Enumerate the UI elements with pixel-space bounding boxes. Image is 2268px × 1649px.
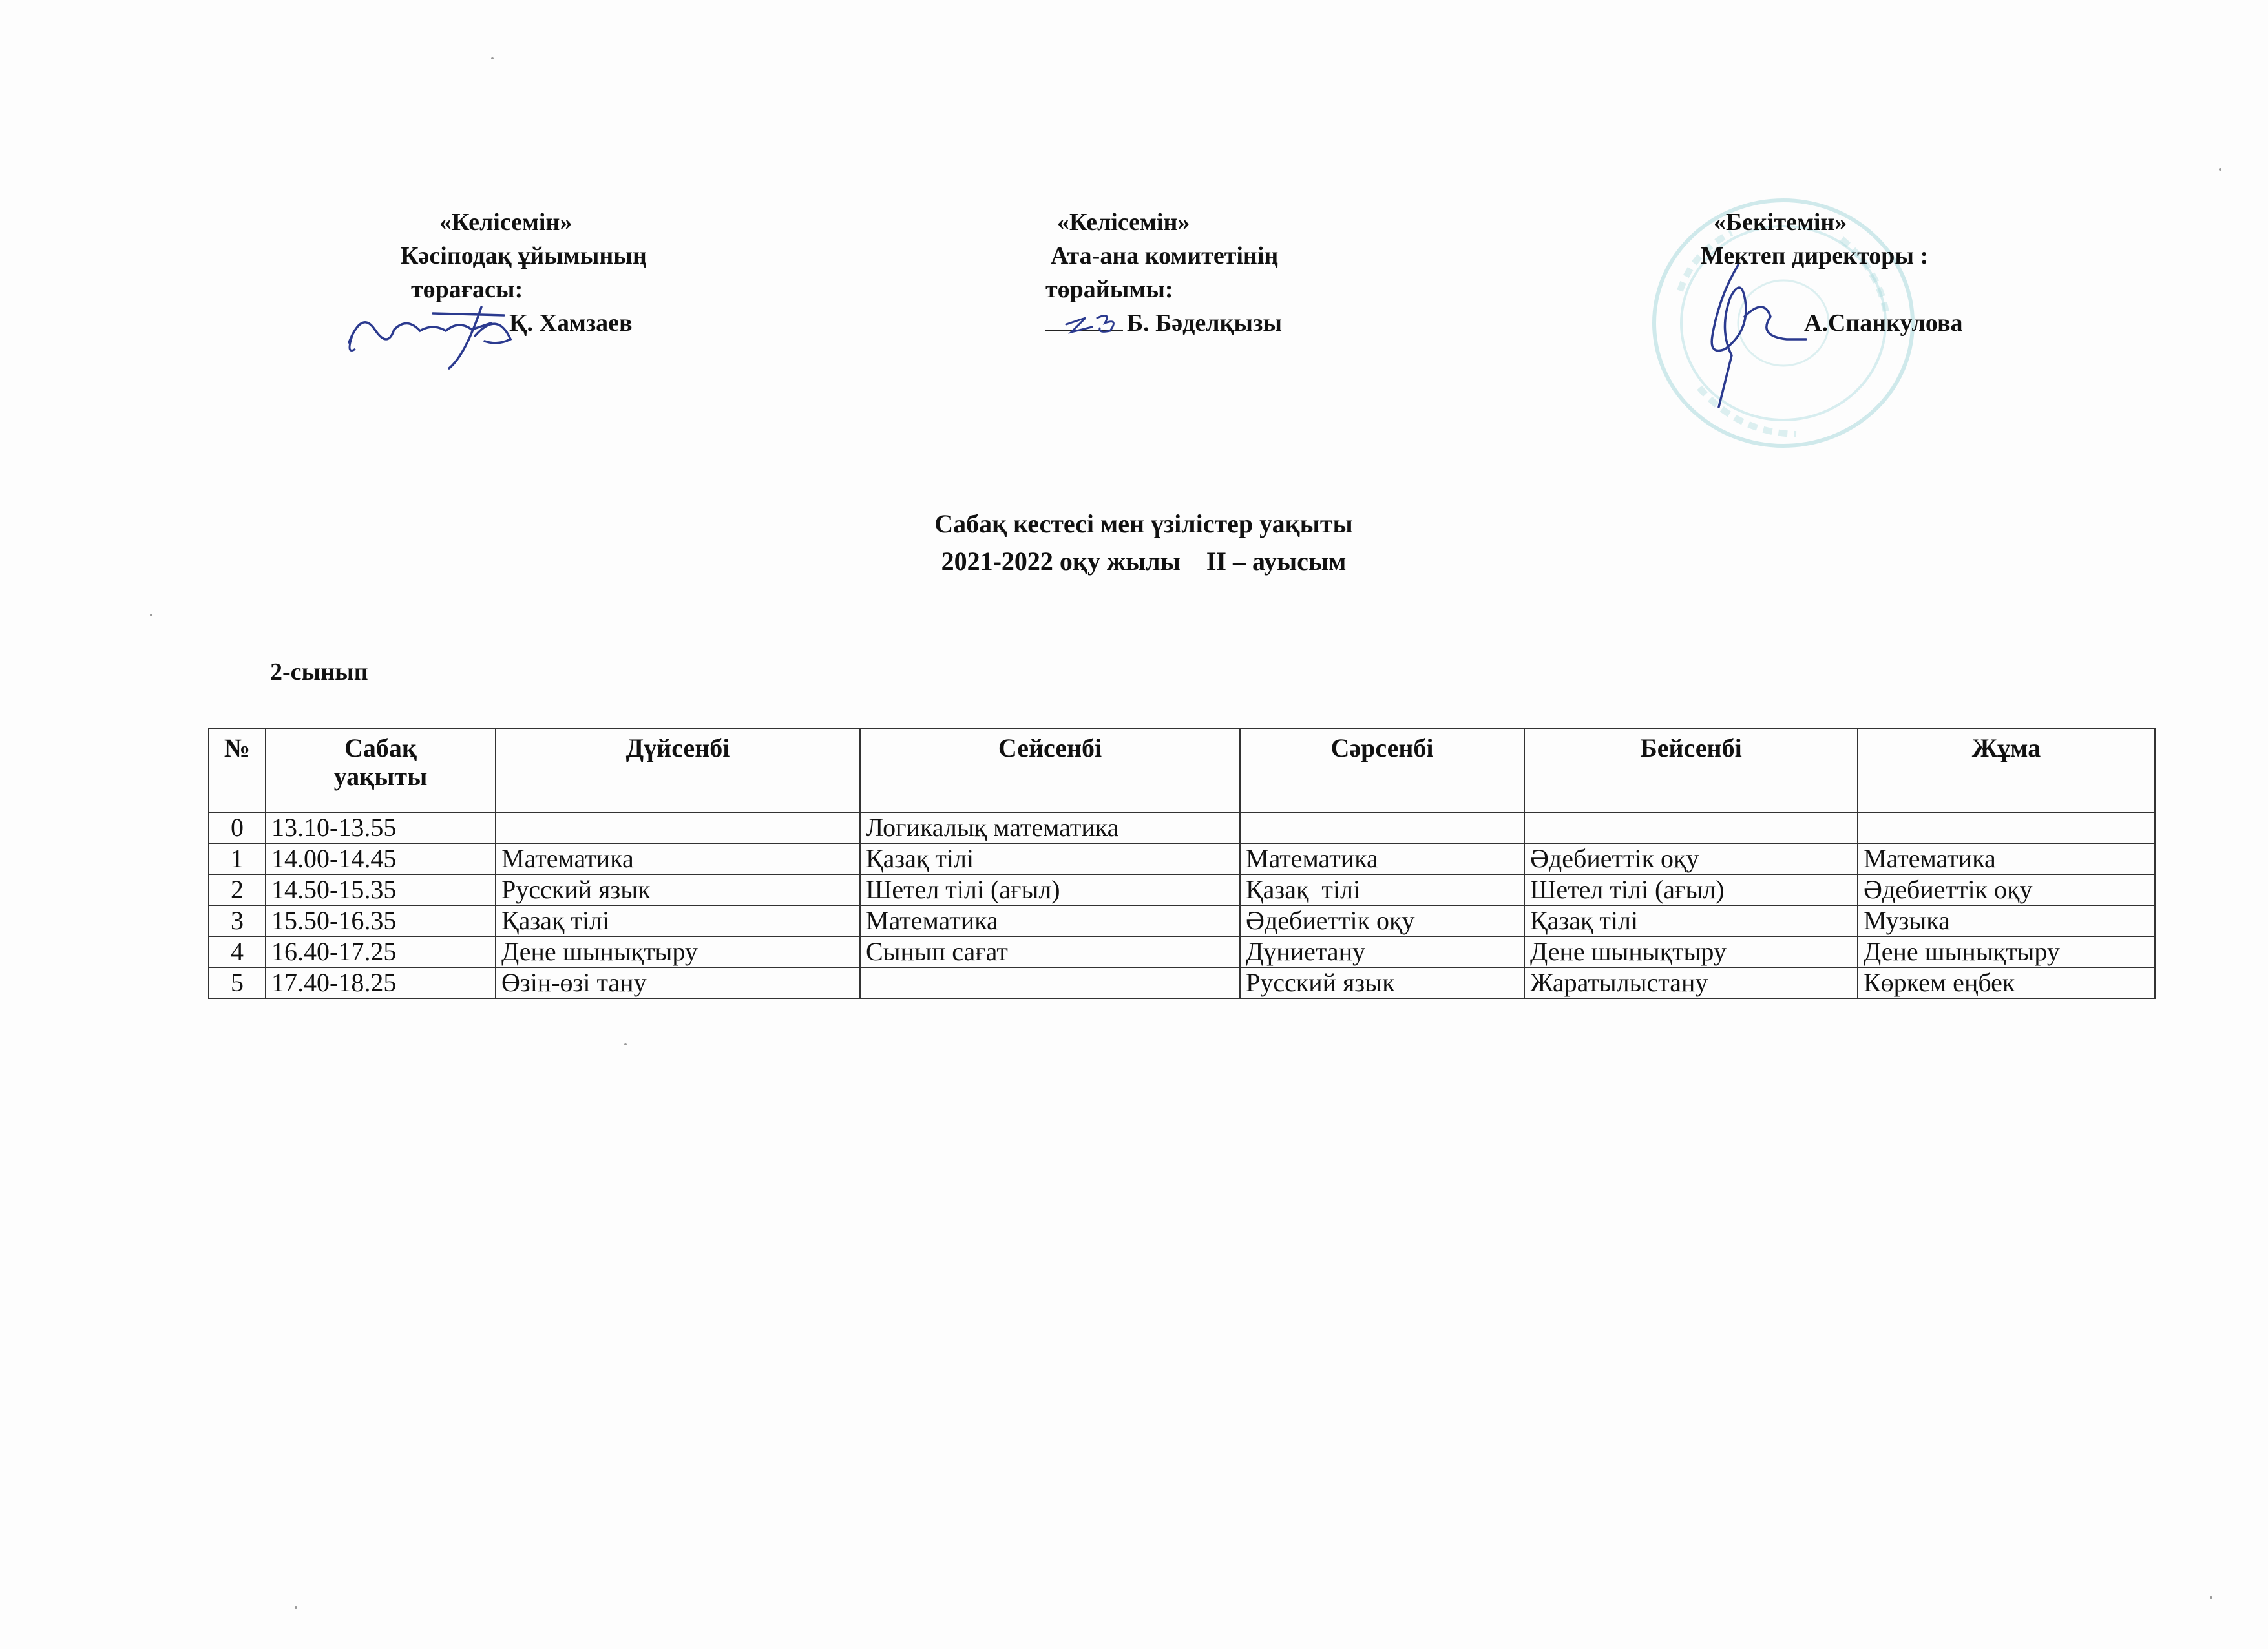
approval-role-title: төрағасы: <box>411 276 523 303</box>
approval-role: Кәсіподақ ұйымының <box>401 242 647 269</box>
signature-badelkyzy <box>1060 299 1144 337</box>
cell-number: 0 <box>209 812 266 843</box>
schedule-table <box>208 728 2156 999</box>
cell-tuesday: Математика <box>860 905 1240 936</box>
cell-time: 14.50-15.35 <box>266 874 496 905</box>
cell-wednesday: Әдебиеттік оқу <box>1240 905 1524 936</box>
table-row <box>209 967 2155 998</box>
scan-speck <box>491 57 494 59</box>
cell-number: 2 <box>209 874 266 905</box>
cell-number: 4 <box>209 936 266 967</box>
cell-thursday: Дене шынықтыру <box>1524 936 1858 967</box>
table-header-row <box>209 728 2155 812</box>
cell-number: 3 <box>209 905 266 936</box>
cell-thursday: Қазақ тілі <box>1524 905 1858 936</box>
title-line-1: Сабақ кестесі мен үзілістер уақыты <box>934 509 1353 538</box>
cell-thursday <box>1524 812 1858 843</box>
cell-monday: Математика <box>496 843 860 874</box>
cell-time: 17.40-18.25 <box>266 967 496 998</box>
header-monday: Дүйсенбі <box>496 728 860 812</box>
cell-friday: Дене шынықтыру <box>1858 936 2155 967</box>
signature-hamzaev <box>336 284 530 381</box>
approval-role-title: төрайымы: <box>1045 276 1173 303</box>
table-row <box>209 874 2155 905</box>
approval-label: «Келісемін» <box>1057 209 1190 236</box>
cell-thursday: Шетел тілі (ағыл) <box>1524 874 1858 905</box>
cell-time: 15.50-16.35 <box>266 905 496 936</box>
scan-speck <box>2219 168 2221 171</box>
cell-friday <box>1858 812 2155 843</box>
header-number: № <box>209 728 266 812</box>
header-thursday: Бейсенбі <box>1524 728 1858 812</box>
cell-monday: Русский язык <box>496 874 860 905</box>
table-row <box>209 905 2155 936</box>
scan-speck <box>150 614 152 616</box>
header-tuesday: Сейсенбі <box>860 728 1240 812</box>
cell-thursday: Жаратылыстану <box>1524 967 1858 998</box>
cell-time: 14.00-14.45 <box>266 843 496 874</box>
scan-speck <box>2210 1596 2212 1599</box>
header-time-line-1: Сабақ <box>344 733 417 762</box>
approval-name: Қ. Хамзаев <box>509 310 633 337</box>
cell-wednesday: Математика <box>1240 843 1524 874</box>
approval-label: «Келісемін» <box>439 209 572 236</box>
approval-role: Мектеп директоры : <box>1701 242 1929 269</box>
cell-wednesday: Русский язык <box>1240 967 1524 998</box>
approval-role: Ата-ана комитетінің <box>1051 242 1279 269</box>
signature-spankulova <box>1674 258 1809 414</box>
cell-monday: Дене шынықтыру <box>496 936 860 967</box>
table-row <box>209 812 2155 843</box>
cell-friday: Математика <box>1858 843 2155 874</box>
cell-wednesday <box>1240 812 1524 843</box>
cell-time: 13.10-13.55 <box>266 812 496 843</box>
title-line-2: 2021-2022 оқу жылы ІІ – ауысым <box>941 547 1347 576</box>
cell-time: 16.40-17.25 <box>266 936 496 967</box>
cell-tuesday: Сынып сағат <box>860 936 1240 967</box>
header-lesson-time <box>266 728 496 812</box>
cell-tuesday: Шетел тілі (ағыл) <box>860 874 1240 905</box>
cell-tuesday: Қазақ тілі <box>860 843 1240 874</box>
cell-friday: Көркем еңбек <box>1858 967 2155 998</box>
header-time-line-2: уақыты <box>333 762 428 791</box>
cell-wednesday: Дүниетану <box>1240 936 1524 967</box>
cell-number: 5 <box>209 967 266 998</box>
cell-monday: Өзін-өзі тану <box>496 967 860 998</box>
header-wednesday: Сәрсенбі <box>1240 728 1524 812</box>
cell-monday <box>496 812 860 843</box>
cell-thursday: Әдебиеттік оқу <box>1524 843 1858 874</box>
header-friday: Жұма <box>1858 728 2155 812</box>
cell-monday: Қазақ тілі <box>496 905 860 936</box>
cell-tuesday: Логикалық математика <box>860 812 1240 843</box>
scan-speck <box>624 1043 627 1045</box>
cell-tuesday <box>860 967 1240 998</box>
cell-friday: Музыка <box>1858 905 2155 936</box>
table-row <box>209 936 2155 967</box>
approval-name: А.Спанкулова <box>1804 310 1963 337</box>
table-row <box>209 843 2155 874</box>
cell-friday: Әдебиеттік оқу <box>1858 874 2155 905</box>
document-title <box>0 505 2268 580</box>
approval-label: «Бекітемін» <box>1714 209 1847 236</box>
approval-name: Б. Бәделқызы <box>1127 310 1283 337</box>
cell-wednesday: Қазақ тілі <box>1240 874 1524 905</box>
scan-speck <box>295 1606 297 1609</box>
cell-number: 1 <box>209 843 266 874</box>
class-label: 2-сынып <box>270 658 368 686</box>
